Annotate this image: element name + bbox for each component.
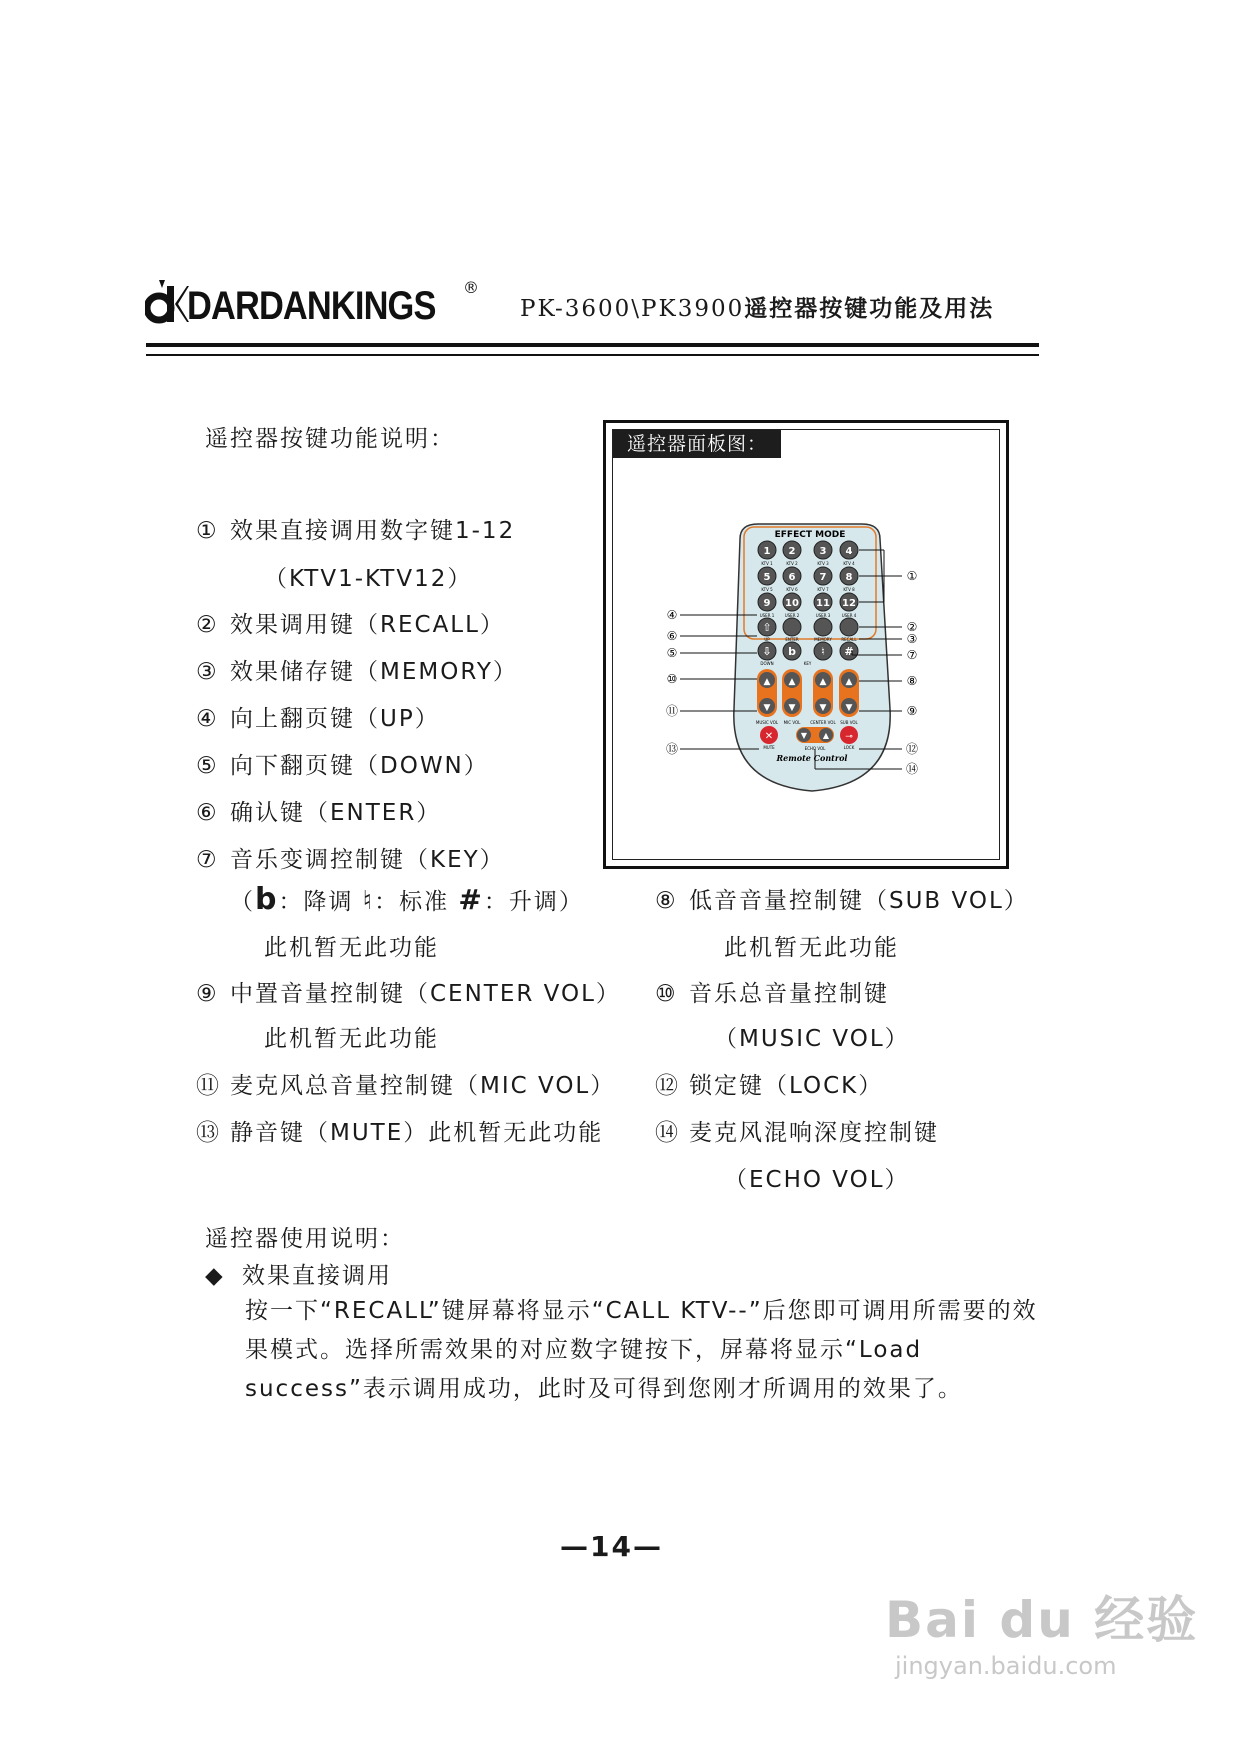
item-text: 确认键（ENTER）	[230, 800, 442, 826]
sharp-symbol: #	[458, 883, 484, 916]
natural-symbol: ♮	[362, 886, 375, 916]
item-number: ⑦	[196, 847, 219, 873]
effect-key-label: 8	[845, 572, 853, 583]
brand-logo	[145, 280, 485, 340]
item-text: 向下翻页键（DOWN）	[230, 753, 489, 779]
remote-diagram	[612, 429, 1000, 860]
items-item	[230, 560, 472, 593]
section-title-usage: 遥控器使用说明：	[205, 1226, 405, 1252]
callout-number: ⑭	[905, 762, 919, 776]
down-label: DOWN	[760, 661, 774, 666]
right_col-item	[655, 1067, 883, 1100]
left_col-item	[196, 1067, 615, 1100]
watermark-url: jingyan.baidu.com	[895, 1652, 1117, 1680]
item-number: ⑭	[655, 1120, 680, 1146]
ktv-label: USER 4	[841, 613, 857, 618]
ktv-label: KTV 1	[761, 561, 773, 566]
key-label: KEY	[803, 661, 812, 666]
key-line-open: （	[230, 889, 255, 915]
vol-up-icon: ▲	[788, 677, 796, 687]
items-item	[196, 747, 489, 780]
callout-number: ⑤	[666, 646, 678, 660]
vol-down-icon: ▼	[845, 703, 853, 713]
flat-symbol: b	[255, 882, 279, 917]
item-text: 效果储存键（MEMORY）	[230, 659, 518, 685]
callout-number: ①	[906, 569, 918, 583]
effect-key-label: 4	[845, 546, 853, 557]
header-title	[520, 290, 994, 323]
item-number: ②	[196, 612, 219, 638]
ktv-label: KTV 6	[786, 587, 798, 592]
registered-mark: ®	[463, 278, 479, 297]
right_col-item	[655, 1114, 939, 1147]
effect-key-label: 12	[842, 598, 856, 609]
echo-label: ECHO VOL	[804, 746, 826, 751]
function-key-label: UP	[764, 637, 770, 642]
header-title-text: 遥控器按键功能及用法	[744, 296, 995, 322]
item-text: 低音音量控制键（SUB VOL）	[689, 888, 1029, 914]
vol-label: MUSIC VOL	[755, 720, 779, 725]
item-text: 此机暂无此功能	[264, 1026, 439, 1052]
lock-icon: ⊸	[845, 732, 853, 742]
item-number: ⑧	[655, 888, 678, 914]
vol-up-icon: ▲	[819, 677, 827, 687]
item-number: ⑥	[196, 800, 219, 826]
items-item	[196, 512, 515, 545]
callout-number: ⑥	[666, 629, 678, 643]
watermark	[885, 1580, 1198, 1680]
row2-key-symbol: #	[844, 645, 854, 658]
vol-down-icon: ▼	[788, 703, 796, 713]
callout-number: ⑬	[665, 742, 679, 756]
callout-number: ⑪	[665, 704, 679, 718]
ktv-label: USER 3	[815, 613, 831, 618]
right_col-item	[690, 1161, 910, 1194]
key-symbols-line	[230, 882, 584, 917]
usage-bullet-title: 效果直接调用	[242, 1263, 393, 1289]
vol-label: SUB VOL	[840, 720, 858, 725]
ktv-label: KTV 8	[843, 587, 855, 592]
callout-number: ③	[906, 632, 918, 646]
effect-key-label: 5	[763, 572, 771, 583]
item-text: （MUSIC VOL）	[714, 1026, 910, 1052]
vol-label: CENTER VOL	[810, 720, 836, 725]
left_col-item	[230, 1020, 439, 1053]
effect-key-label: 1	[763, 546, 771, 557]
ktv-label: KTV 5	[761, 587, 773, 592]
section-title-functions: 遥控器按键功能说明：	[205, 426, 455, 452]
callout-number: ⑩	[666, 672, 678, 686]
header-rule-thin	[146, 354, 1039, 356]
item-number: ⑫	[655, 1073, 680, 1099]
item-text: 向上翻页键（UP）	[230, 706, 440, 732]
function-key-label: ENTER	[785, 637, 799, 642]
ktv-label: USER 1	[759, 613, 775, 618]
panel-label: 遥控器面板图：	[613, 430, 781, 458]
function-key-enter	[783, 618, 801, 636]
row2-key-symbol: ⇩	[762, 645, 772, 658]
item-text: （KTV1-KTV12）	[264, 566, 473, 592]
header-rule-thick	[146, 343, 1039, 347]
item-number: ⑬	[196, 1120, 221, 1146]
usage-paragraph: 按一下“RECALL”键屏幕将显示“CALL KTV--”后您即可调用所需要的效果模式。选择所需效果的对应数字键按下，屏幕将显示“Load success”表示调用成功，此时及可得到您刚才所调用的效果了。	[245, 1298, 1038, 1402]
ktv-label: KTV 3	[817, 561, 829, 566]
echo-down-icon: ▼	[800, 731, 808, 740]
item-number: ④	[196, 706, 219, 732]
echo-up-icon: ▲	[822, 731, 830, 740]
items-item	[196, 653, 518, 686]
up-arrow-icon: ⇧	[762, 621, 772, 634]
effect-key-label: 3	[819, 546, 827, 557]
function-key-label: MEMORY	[814, 637, 832, 642]
effect-key-label: 11	[816, 598, 830, 609]
item-text: 静音键（MUTE）此机暂无此功能	[230, 1120, 604, 1146]
items-item	[196, 606, 505, 639]
ktv-label: USER 2	[784, 613, 800, 618]
item-text: 麦克风混响深度控制键	[689, 1120, 939, 1146]
callout-number: ⑧	[906, 674, 918, 688]
vol-up-icon: ▲	[763, 677, 771, 687]
item-number: ⑤	[196, 753, 219, 779]
left_col-item	[230, 929, 439, 962]
callout-number: ⑦	[906, 648, 918, 662]
ktv-label: KTV 4	[843, 561, 855, 566]
callout-number: ②	[906, 620, 918, 634]
remote-brand-label: Remote Control	[776, 753, 848, 763]
items-item	[196, 841, 505, 874]
left_col-item	[196, 1114, 603, 1147]
dk-logo-icon	[145, 280, 189, 326]
effect-key-label: 7	[819, 572, 827, 583]
item-text: 音乐变调控制键（KEY）	[230, 847, 505, 873]
items-item	[196, 794, 441, 827]
effect-key-label: 2	[788, 546, 796, 557]
watermark-brand: Bai du 经验	[885, 1591, 1199, 1649]
items-item	[196, 700, 440, 733]
lock-label: LOCK	[843, 745, 855, 750]
item-text: 此机暂无此功能	[724, 935, 899, 961]
vol-down-icon: ▼	[819, 703, 827, 713]
flat-label: ：降调	[278, 889, 354, 915]
item-text: （ECHO VOL）	[724, 1167, 910, 1193]
item-number: ①	[196, 518, 219, 544]
row2-key-symbol: ♮	[821, 645, 825, 658]
effect-mode-label: EFFECT MODE	[774, 530, 846, 540]
vol-down-icon: ▼	[763, 703, 771, 713]
left_col-item	[196, 975, 621, 1008]
right_col-item	[655, 975, 889, 1008]
item-text: 此机暂无此功能	[264, 935, 439, 961]
callout-number: ⑨	[906, 704, 918, 718]
ktv-label: KTV 2	[786, 561, 798, 566]
mute-label: MUTE	[763, 745, 775, 750]
diamond-bullet-icon: ◆	[205, 1263, 225, 1289]
item-number: ⑪	[196, 1073, 221, 1099]
item-number: ⑨	[196, 981, 219, 1007]
row2-key-symbol: b	[788, 645, 796, 658]
brand-name: DARDANKINGS	[187, 284, 436, 328]
item-text: 效果调用键（RECALL）	[230, 612, 505, 638]
item-text: 效果直接调用数字键1-12	[230, 518, 516, 544]
right_col-item	[680, 1020, 910, 1053]
usage-bullet	[205, 1257, 392, 1290]
vol-label: MIC VOL	[783, 720, 801, 725]
natural-label: ：标准	[374, 889, 450, 915]
effect-key-label: 9	[763, 598, 771, 609]
ktv-label: KTV 7	[817, 587, 829, 592]
effect-key-label: 6	[788, 572, 796, 583]
effect-key-label: 10	[785, 598, 799, 609]
function-key-memory	[814, 618, 832, 636]
item-number: ③	[196, 659, 219, 685]
vol-up-icon: ▲	[845, 677, 853, 687]
item-text: 中置音量控制键（CENTER VOL）	[230, 981, 621, 1007]
right_col-item	[690, 929, 899, 962]
item-text: 音乐总音量控制键	[689, 981, 889, 1007]
callout-number: ④	[666, 608, 678, 622]
page-number: —14—	[560, 1530, 663, 1563]
item-text: 锁定键（LOCK）	[689, 1073, 884, 1099]
mute-icon: ✕	[764, 731, 774, 742]
callout-number: ⑫	[905, 742, 919, 756]
model-number: PK-3600\PK3900	[520, 296, 745, 322]
function-key-recall	[840, 618, 858, 636]
sharp-label: ：升调）	[483, 889, 584, 915]
function-key-label: RECALL	[841, 637, 857, 642]
item-text: 麦克风总音量控制键（MIC VOL）	[230, 1073, 616, 1099]
item-number: ⑩	[655, 981, 678, 1007]
right_col-item	[655, 882, 1029, 915]
